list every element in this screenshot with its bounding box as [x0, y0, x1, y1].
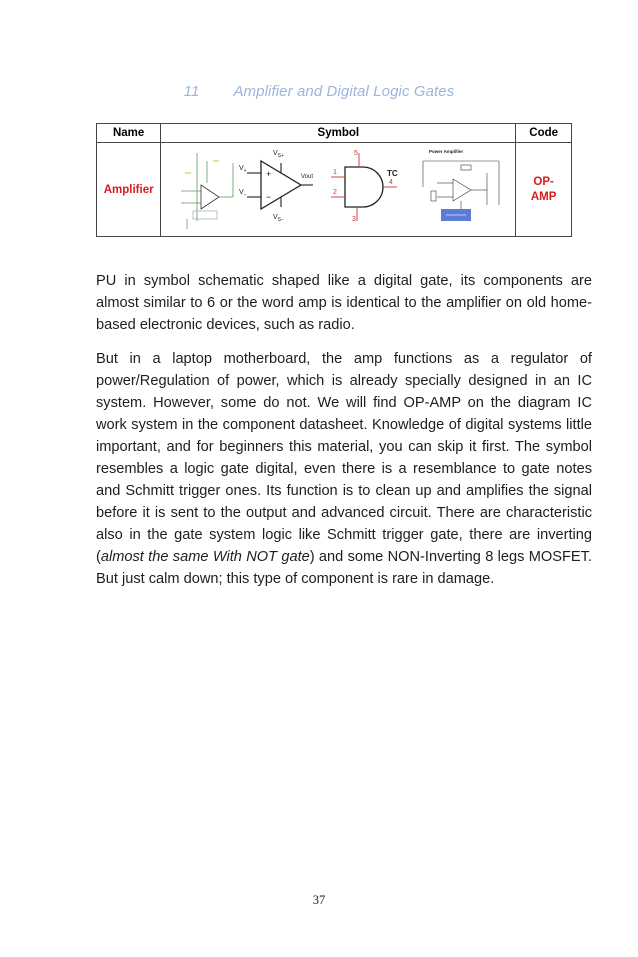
vs-plus-label: V — [273, 150, 278, 157]
code-line-2: AMP — [530, 190, 557, 203]
paragraph-2-italic: almost the same With NOT gate — [100, 549, 310, 565]
svg-text:VS+ — [273, 150, 284, 159]
gate-pin-3: 3 — [352, 216, 357, 223]
vout-label: Vout — [301, 174, 314, 180]
minus-sign: − — [266, 192, 272, 202]
svg-text:VS− — [273, 214, 284, 223]
symbol-diagrams — [161, 143, 515, 236]
v-plus-label: V — [239, 165, 244, 172]
v-plus-sub: + — [243, 168, 247, 174]
row-name: Amplifier — [97, 143, 161, 237]
section-heading — [0, 83, 638, 100]
header-symbol: Symbol — [161, 124, 516, 143]
gate-tc-label: TC — [387, 169, 398, 178]
power-amplifier-diagram — [423, 149, 499, 221]
page-number: 37 — [312, 893, 326, 907]
paragraph-1: PU in symbol schematic shaped like a digital gate, its components are almost similar to 6 or the word amp is identical to the amplifier on old home-based electronic devices, such as radio. — [96, 273, 592, 333]
paragraph-2-part-a: But in a laptop motherboard, the amp functions as a regulator of power/Regulation of power, which is already specially designed in an IC system. However, some do not. We will find OP-AMP on the diagram IC work system in the component datasheet. Knowledge of digital systems little important, and for beginners this material, you can skip it first. The symbol resembles a logic gate digital, even there is a resemblance to gate notes and Schmitt trigger ones. Its function is to clean up and amplifies the signal before it is sent to the output and advanced circuit. There are characteristic also in the gate system logic like Schmitt trigger gate, there are inverting ( — [96, 351, 592, 565]
table-row — [97, 143, 572, 237]
and-gate-symbol — [331, 150, 398, 223]
symbol-cell — [161, 143, 516, 237]
table-header-row — [97, 124, 572, 143]
body-text — [96, 270, 592, 602]
schematic-thumbnail — [181, 153, 233, 229]
section-title: Amplifier and Digital Logic Gates — [233, 83, 455, 100]
header-name: Name — [97, 124, 161, 143]
gate-pin-4: 4 — [389, 179, 394, 186]
code-line-1: OP- — [533, 175, 554, 188]
v-minus-sub: − — [243, 192, 247, 198]
gate-pin-5: 5 — [354, 150, 359, 157]
section-number: 11 — [183, 83, 200, 100]
svg-text:V+ — [239, 165, 247, 174]
header-code: Code — [516, 124, 572, 143]
vs-minus-label: V — [273, 214, 278, 221]
svg-text:V− — [239, 189, 247, 198]
gate-pin-2: 2 — [333, 189, 338, 196]
plus-sign: + — [266, 169, 272, 179]
row-code — [516, 143, 572, 237]
vs-plus-sub: S+ — [277, 153, 285, 159]
component-table — [96, 123, 572, 237]
paragraph-2 — [96, 348, 592, 590]
power-amplifier-label: Power Amplifier — [429, 149, 464, 154]
vs-minus-sub: S− — [277, 217, 285, 223]
paragraph-2-part-b: ) and some NON-Inverting 8 legs MOSFET. But just calm down; this type of component is rare in damage. — [96, 549, 593, 587]
op-amp-symbol — [239, 150, 313, 223]
v-minus-label: V — [239, 189, 244, 196]
gate-pin-1: 1 — [333, 169, 338, 176]
